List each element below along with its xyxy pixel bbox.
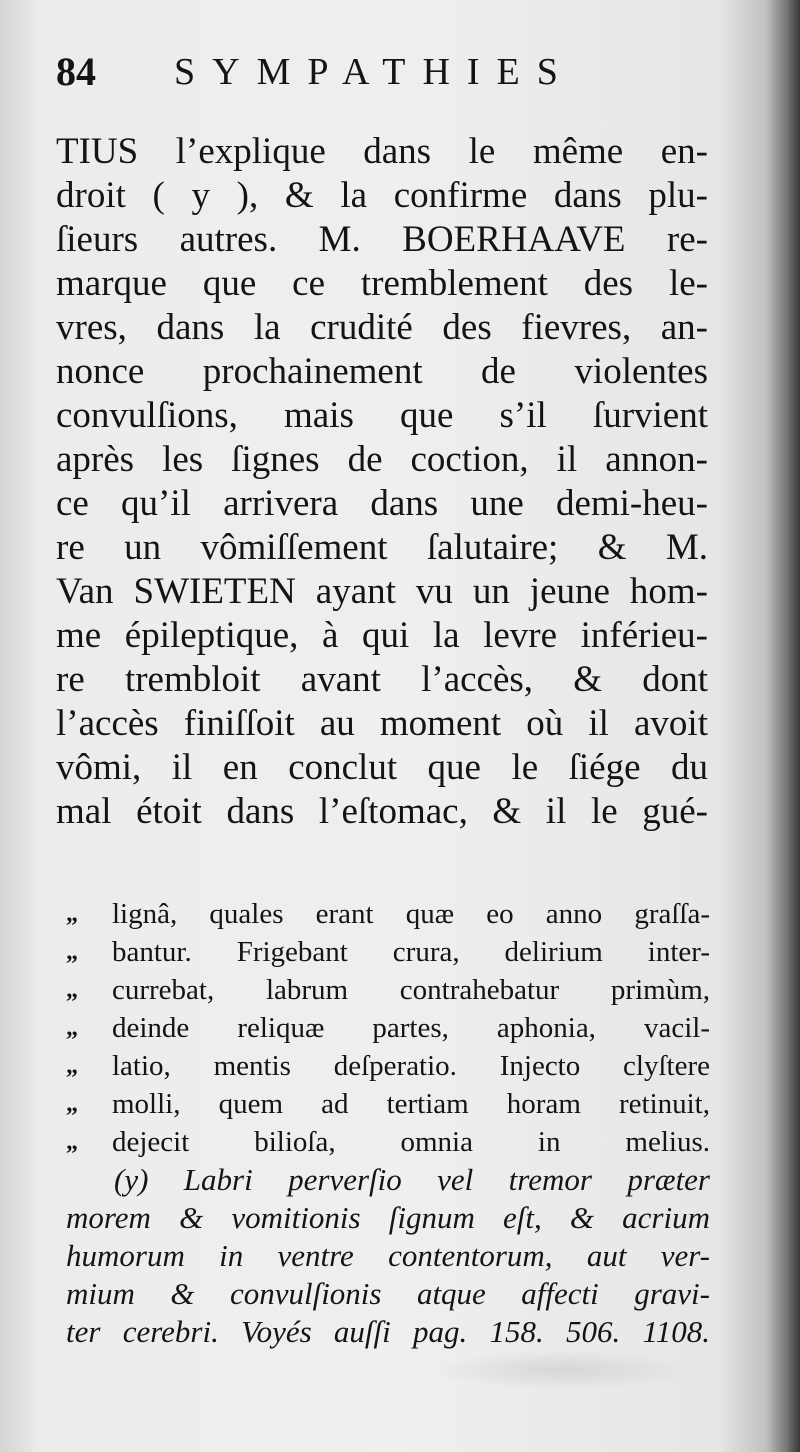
page-header	[56, 48, 616, 100]
text-line: vres, dans la crudité des fievres, an-	[56, 307, 708, 348]
text-line: nonce prochainement de violentes	[56, 351, 708, 392]
quoted-note-text: deinde reliquæ partes, aphonia, vacil-	[112, 1012, 710, 1044]
quoted-note-line	[66, 895, 710, 933]
text-line: après les ſignes de coction, il annon-	[56, 439, 708, 480]
text-line: re un vômiſſement ſalutaire; & M.	[56, 527, 708, 568]
text-line: me épileptique, à qui la levre inférieu-	[56, 615, 708, 656]
quoted-note-text: currebat, labrum contrahebatur primùm,	[112, 974, 710, 1006]
quote-mark: „	[66, 1129, 78, 1155]
footnote-y-line: ter cerebri. Voyés auſſi pag. 158. 506. 1108.	[66, 1314, 710, 1349]
quoted-note-text: bantur. Frigebant crura, delirium inter-	[112, 936, 710, 968]
footnote-y-line: morem & vomitionis ſignum eſt, & acrium	[66, 1200, 710, 1235]
quoted-note-line	[66, 1123, 710, 1161]
footnote-y-line: humorum in ventre contentorum, aut ver-	[66, 1238, 710, 1273]
text-line: TIUS l’explique dans le même en-	[56, 131, 708, 172]
quoted-note-text: lignâ, quales erant quæ eo anno graſſa-	[112, 898, 710, 930]
running-title: SYMPATHIES	[174, 51, 575, 93]
quoted-note-text: dejecit bilioſa, omnia in melius.	[112, 1126, 710, 1158]
quoted-note-line	[66, 933, 710, 971]
quoted-note-line	[66, 971, 710, 1009]
footnote-y-line: (y) Labri perverſio vel tremor præter	[114, 1162, 710, 1197]
page-edge-shadow	[766, 0, 800, 1452]
text-line: mal étoit dans l’eſtomac, & il le gué-	[56, 791, 708, 832]
quote-mark: „	[66, 1053, 78, 1079]
text-line: Van SWIETEN ayant vu un jeune hom-	[56, 571, 708, 612]
text-line: marque que ce tremblement des le-	[56, 263, 708, 304]
text-line: ſieurs autres. M. BOERHAAVE re-	[56, 219, 708, 260]
quote-mark: „	[66, 1015, 78, 1041]
text-line: convulſions, mais que s’il ſurvient	[56, 395, 708, 436]
quoted-note-text: latio, mentis deſperatio. Injecto clyſtere	[112, 1050, 710, 1082]
quoted-note-line	[66, 1009, 710, 1047]
quoted-note-line	[66, 1047, 710, 1085]
bleed-through-smudge	[430, 1350, 690, 1390]
text-line: l’accès finiſſoit au moment où il avoit	[56, 703, 708, 744]
main-text-block	[56, 130, 708, 834]
quoted-note-line	[66, 1085, 710, 1123]
text-line: droit ( y ), & la confirme dans plu-	[56, 175, 708, 216]
footnote-y-line: mium & convulſionis atque affecti gravi-	[66, 1276, 710, 1311]
text-line: ce qu’il arrivera dans une demi-heu-	[56, 483, 708, 524]
text-line: vômi, il en conclut que le ſiége du	[56, 747, 708, 788]
quote-mark: „	[66, 977, 78, 1003]
quote-mark: „	[66, 901, 78, 927]
footnotes	[66, 895, 710, 1351]
quote-mark: „	[66, 939, 78, 965]
text-line: re trembloit avant l’accès, & dont	[56, 659, 708, 700]
page-number: 84	[56, 49, 96, 94]
quote-mark: „	[66, 1091, 78, 1117]
quoted-note-text: molli, quem ad tertiam horam retinuit,	[112, 1088, 710, 1120]
